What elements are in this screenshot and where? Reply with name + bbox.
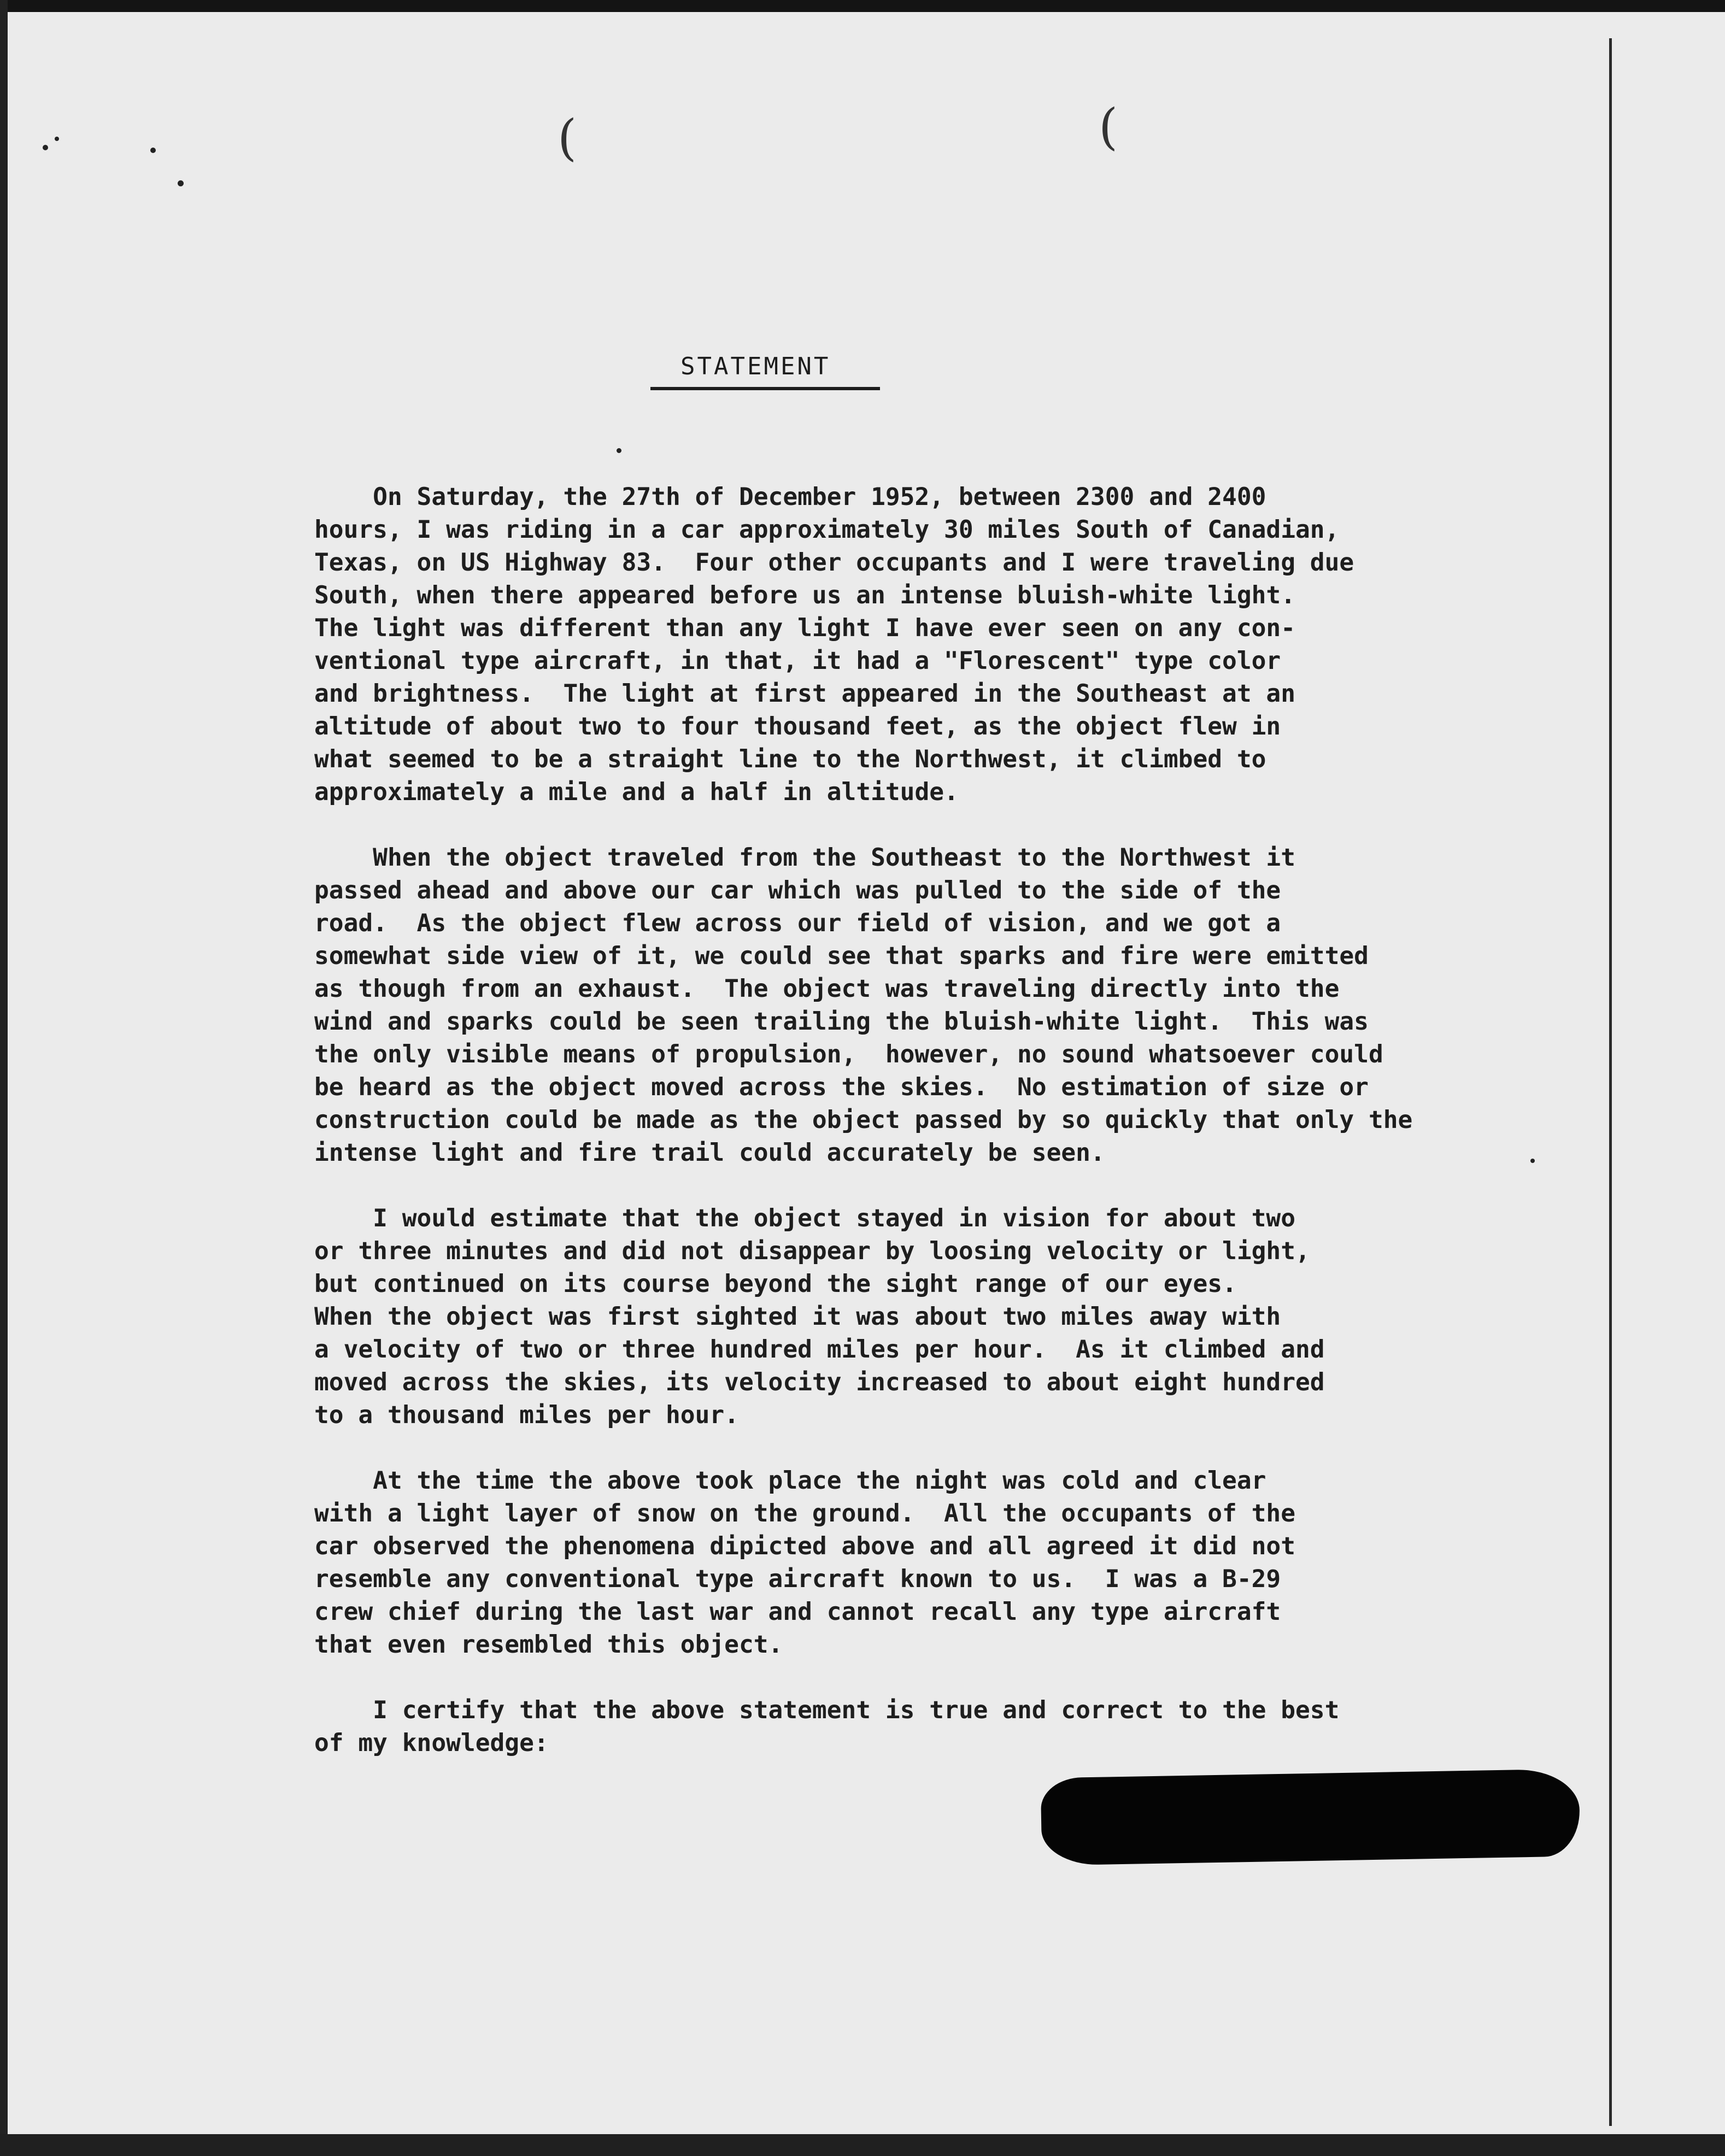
- text-line: but continued on its course beyond the sight range of our eyes.: [314, 1270, 1237, 1298]
- paragraph-1: [314, 481, 1560, 809]
- text-line: At the time the above took place the night was cold and clear: [314, 1467, 1266, 1495]
- text-line: intense light and fire trail could accurately be seen.: [314, 1139, 1105, 1167]
- text-line: When the object was first sighted it was about two miles away with: [314, 1303, 1281, 1331]
- margin-rule: [1609, 38, 1612, 2126]
- text-line: I certify that the above statement is true and correct to the best: [314, 1696, 1340, 1724]
- text-line: Texas, on US Highway 83. Four other occupants and I were traveling due: [314, 549, 1354, 577]
- paragraph-4: [314, 1465, 1560, 1661]
- scan-speck: [55, 137, 59, 141]
- text-line: resemble any conventional type aircraft known to us. I was a B-29: [314, 1565, 1281, 1593]
- text-line: When the object traveled from the Southeast to the Northwest it: [314, 844, 1296, 872]
- scan-speck: [617, 448, 621, 453]
- redacted-signature: [1041, 1769, 1581, 1865]
- text-line: construction could be made as the object passed by so quickly that only the: [314, 1106, 1413, 1134]
- text-line: or three minutes and did not disappear by loosing velocity or light,: [314, 1237, 1310, 1265]
- scan-speck: [150, 148, 156, 153]
- paragraph-2: [314, 842, 1560, 1170]
- text-line: what seemed to be a straight line to the Northwest, it climbed to: [314, 745, 1266, 773]
- text-line: and brightness. The light at first appeared in the Southeast at an: [314, 680, 1296, 708]
- text-line: On Saturday, the 27th of December 1952, between 2300 and 2400: [314, 483, 1266, 511]
- scan-border-top: [0, 0, 1725, 12]
- text-line: a velocity of two or three hundred miles per hour. As it climbed and: [314, 1336, 1325, 1364]
- document-heading: STATEMENT: [680, 353, 831, 380]
- statement-body: [314, 481, 1560, 1760]
- text-line: road. As the object flew across our field of vision, and we got a: [314, 909, 1281, 937]
- text-line: be heard as the object moved across the skies. No estimation of size or: [314, 1073, 1369, 1101]
- text-line: the only visible means of propulsion, however, no sound whatsoever could: [314, 1041, 1383, 1068]
- text-line: crew chief during the last war and cannot recall any type aircraft: [314, 1598, 1281, 1626]
- scan-border-bottom: [0, 2134, 1725, 2156]
- text-line: I would estimate that the object stayed in vision for about two: [314, 1205, 1296, 1232]
- text-line: ventional type aircraft, in that, it had a "Florescent" type color: [314, 647, 1281, 675]
- text-line: somewhat side view of it, we could see that sparks and fire were emitted: [314, 942, 1369, 970]
- text-line: altitude of about two to four thousand feet, as the object flew in: [314, 713, 1281, 741]
- scan-speck: [178, 180, 184, 186]
- text-line: that even resembled this object.: [314, 1631, 783, 1659]
- text-line: with a light layer of snow on the ground. All the occupants of the: [314, 1500, 1296, 1528]
- punch-hole-mark: (: [558, 109, 577, 167]
- text-line: moved across the skies, its velocity increased to about eight hundred: [314, 1368, 1325, 1396]
- text-line: The light was different than any light I have ever seen on any con-: [314, 614, 1296, 642]
- text-line: South, when there appeared before us an intense bluish-white light.: [314, 581, 1296, 609]
- paragraph-3: [314, 1202, 1560, 1432]
- text-line: hours, I was riding in a car approximately 30 miles South of Canadian,: [314, 516, 1340, 544]
- text-line: wind and sparks could be seen trailing the bluish-white light. This was: [314, 1008, 1369, 1036]
- text-line: of my knowledge:: [314, 1729, 549, 1757]
- text-line: as though from an exhaust. The object was traveling directly into the: [314, 975, 1340, 1003]
- text-line: approximately a mile and a half in altitude.: [314, 778, 959, 806]
- scan-border-left: [0, 0, 8, 2156]
- scan-speck: [43, 145, 48, 150]
- text-line: passed ahead and above our car which was pulled to the side of the: [314, 877, 1281, 904]
- certification-paragraph: [314, 1694, 1560, 1760]
- text-line: car observed the phenomena dipicted above and all agreed it did not: [314, 1532, 1296, 1560]
- text-line: to a thousand miles per hour.: [314, 1401, 739, 1429]
- heading-underline: [650, 387, 880, 390]
- punch-hole-mark: (: [1099, 98, 1118, 156]
